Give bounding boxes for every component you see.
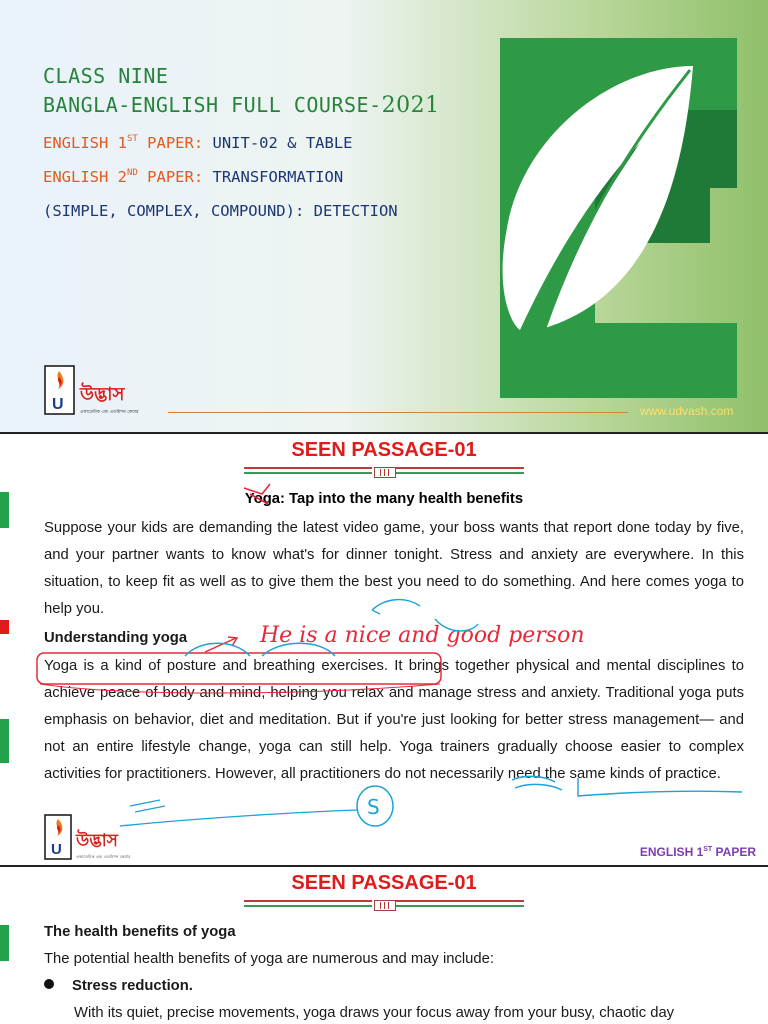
paper1-suffix: PAPER: — [137, 134, 213, 152]
udvash-logo — [44, 365, 164, 417]
paper2-sup: ND — [127, 168, 138, 178]
svg-text:S: S — [367, 795, 380, 819]
e-leaf-logo-graphic — [465, 38, 737, 398]
paper2-topic: TRANSFORMATION — [212, 168, 344, 186]
paper1-sup: ST — [127, 134, 138, 144]
svg-text:U: U — [51, 841, 62, 858]
passage-title: Yoga: Tap into the many health benefits — [244, 491, 524, 507]
slide-title: SEEN PASSAGE-01 — [291, 872, 477, 894]
detection-line: (SIMPLE, COMPLEX, COMPOUND): DETECTION — [43, 202, 398, 220]
seen-passage-slide-1 — [0, 434, 768, 865]
cover-slide — [0, 0, 768, 432]
class-heading: CLASS NINE — [43, 64, 169, 88]
paper1-label: ENGLISH 1 — [43, 134, 127, 152]
bullet-body: With its quiet, precise movements, yoga draws your focus away from your busy, chaotic day — [74, 1005, 675, 1021]
slide-title: SEEN PASSAGE-01 — [291, 439, 477, 461]
bullet-icon — [44, 979, 54, 989]
course-heading — [43, 93, 440, 118]
seen-passage-slide-2 — [0, 867, 768, 1024]
side-marker-green — [0, 719, 9, 763]
course-year: 2021 — [381, 93, 440, 118]
cover-rule — [168, 412, 628, 413]
passage-paragraph-2: Yoga is a kind of posture and breathing exercises. It brings together physical and mental disciplines to achieve peace of body and mind, helping you relax and manage stress and anxiety. Traditional yoga puts emphasis on behavior, diet and meditation. But if you're just looking for better stress management— and not an entire lifestyle change, yoga can still help. Yoga trainers gradually choose easier to complex activities for practitioners. However, all practitioners do not necessarily need the same kinds of practice. — [44, 658, 744, 782]
footer-paper-label: ENGLISH 1ST PAPER — [639, 845, 756, 859]
title-ornament — [244, 466, 524, 478]
svg-text:উদ্ভাস: উদ্ভাস — [76, 831, 118, 851]
bullet-item — [44, 978, 193, 994]
svg-text:U: U — [52, 396, 64, 413]
udvash-logo — [44, 814, 164, 862]
bullet-heading: Stress reduction. — [72, 978, 193, 994]
subheading-understanding-yoga: Understanding yoga — [44, 630, 188, 646]
side-marker-green — [0, 925, 9, 961]
subheading-health-benefits: The health benefits of yoga — [44, 924, 236, 940]
svg-text:একাডেমিক এন্ড এডমিশন কেয়ার: একাডেমিক এন্ড এডমিশন কেয়ার — [76, 854, 131, 859]
paper1-topic: UNIT-02 & TABLE — [212, 134, 353, 152]
passage-paragraph-1: Suppose your kids are demanding the latest video game, your boss wants that report done today by five, and your partner wants to know what's for dinner tonight. Stress and anxiety are everywhere. In this situation, to keep fit as well as to give them the best you need to do something. And here comes yoga to help you. — [44, 520, 744, 617]
paper2-line — [43, 168, 343, 186]
paper1-line — [43, 134, 352, 152]
course-name: BANGLA-ENGLISH FULL COURSE- — [43, 93, 382, 117]
annotation-note: He is a nice and good person — [260, 623, 585, 648]
website-link[interactable]: www.udvash.com — [640, 404, 734, 418]
benefits-intro: The potential health benefits of yoga are numerous and may include: — [44, 951, 494, 967]
title-ornament — [244, 899, 524, 911]
svg-text:একাডেমিক এন্ড এডমিশন কেয়ার: একাডেমিক এন্ড এডমিশন কেয়ার — [80, 410, 139, 415]
paper2-label: ENGLISH 2 — [43, 168, 127, 186]
paper2-suffix: PAPER: — [137, 168, 213, 186]
svg-text:উদ্ভাস: উদ্ভাস — [80, 384, 125, 405]
side-marker-red — [0, 620, 9, 634]
